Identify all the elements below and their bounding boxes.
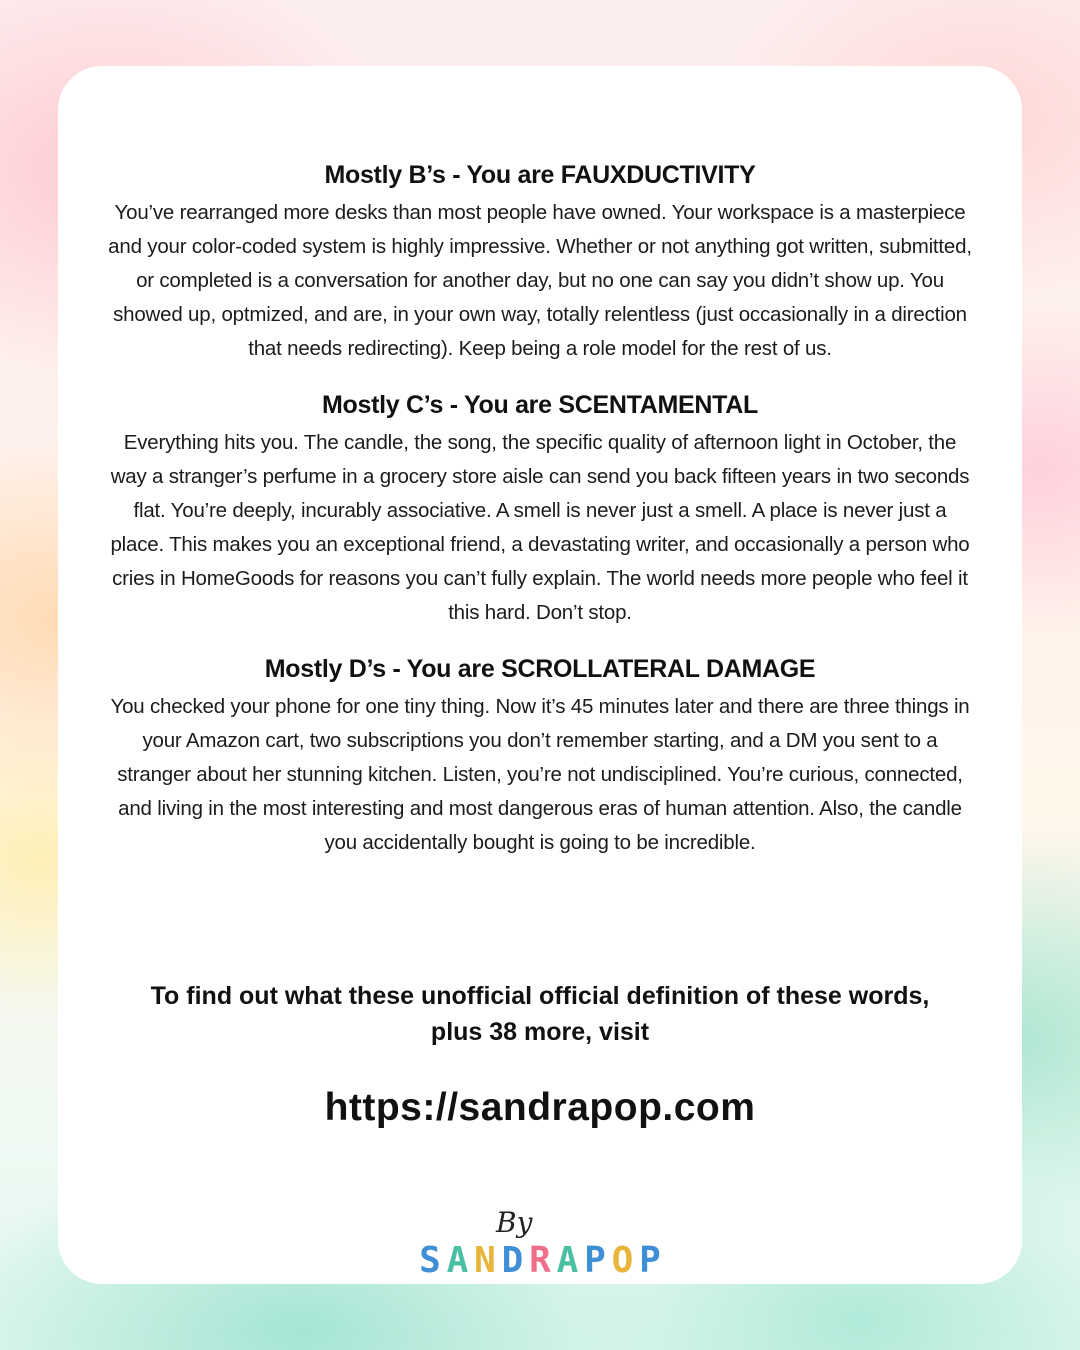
result-section-b [108,158,972,366]
logo-letter: O [611,1239,634,1281]
result-section-c [108,388,972,630]
result-section-d [108,652,972,860]
sandrapop-logo [418,1206,662,1286]
logo-letter: A [446,1239,469,1281]
logo-letter: P [639,1239,661,1281]
call-to-action [98,978,982,1050]
logo-wordmark [418,1238,662,1282]
logo-letter: R [529,1239,551,1281]
result-heading-d: Mostly D’s - You are SCROLLATERAL DAMAGE [264,655,816,683]
logo-letter: N [474,1239,496,1281]
logo-by-text: By [496,1206,533,1239]
result-body-c: Everything hits you. The candle, the song, the specific quality of afternoon light in October, the way a stranger’s perfume in a grocery store aisle can send you back fifteen years in two seconds flat. You’re deeply, incurably associative. A smell is never just a smell. A place is never just a place. This makes you an exceptional friend, a devastating writer, and occasionally a person who cries in HomeGoods for reasons you can’t fully explain. The world needs more people who feel it this hard. Don’t stop. [110,431,970,624]
result-body-b: You’ve rearranged more desks than most people have owned. Your workspace is a masterpiece and your color-coded system is highly impressive. Whether or not anything got written, submitted, or completed is a conversation for another day, but no one can say you didn’t show up. You showed up, optmized, and are, in your own way, totally relentless (just occasionally in a direction that needs redirecting). Keep being a role model for the rest of us. [108,201,972,360]
cta-line-2: plus 38 more, visit [430,1018,650,1046]
website-link[interactable]: https://sandrapop.com [324,1086,756,1129]
results-content [108,158,972,882]
logo-letter: S [419,1239,441,1281]
cta-line-1: To find out what these unofficial official definition of these words, [150,982,930,1010]
result-body-d: You checked your phone for one tiny thing. Now it’s 45 minutes later and there are three things in your Amazon cart, two subscriptions you don’t remember starting, and a DM you sent to a stranger about her stunning kitchen. Listen, you’re not undisciplined. You’re curious, connected, and living in the most interesting and most dangerous eras of human attention. Also, the candle you accidentally bought is going to be incredible. [110,695,970,854]
logo-letter: P [584,1239,606,1281]
content-card [58,66,1022,1284]
logo-letter: D [501,1239,524,1281]
logo-letter: A [556,1239,579,1281]
result-heading-c: Mostly C’s - You are SCENTAMENTAL [322,391,758,419]
result-heading-b: Mostly B’s - You are FAUXDUCTIVITY [324,161,756,189]
